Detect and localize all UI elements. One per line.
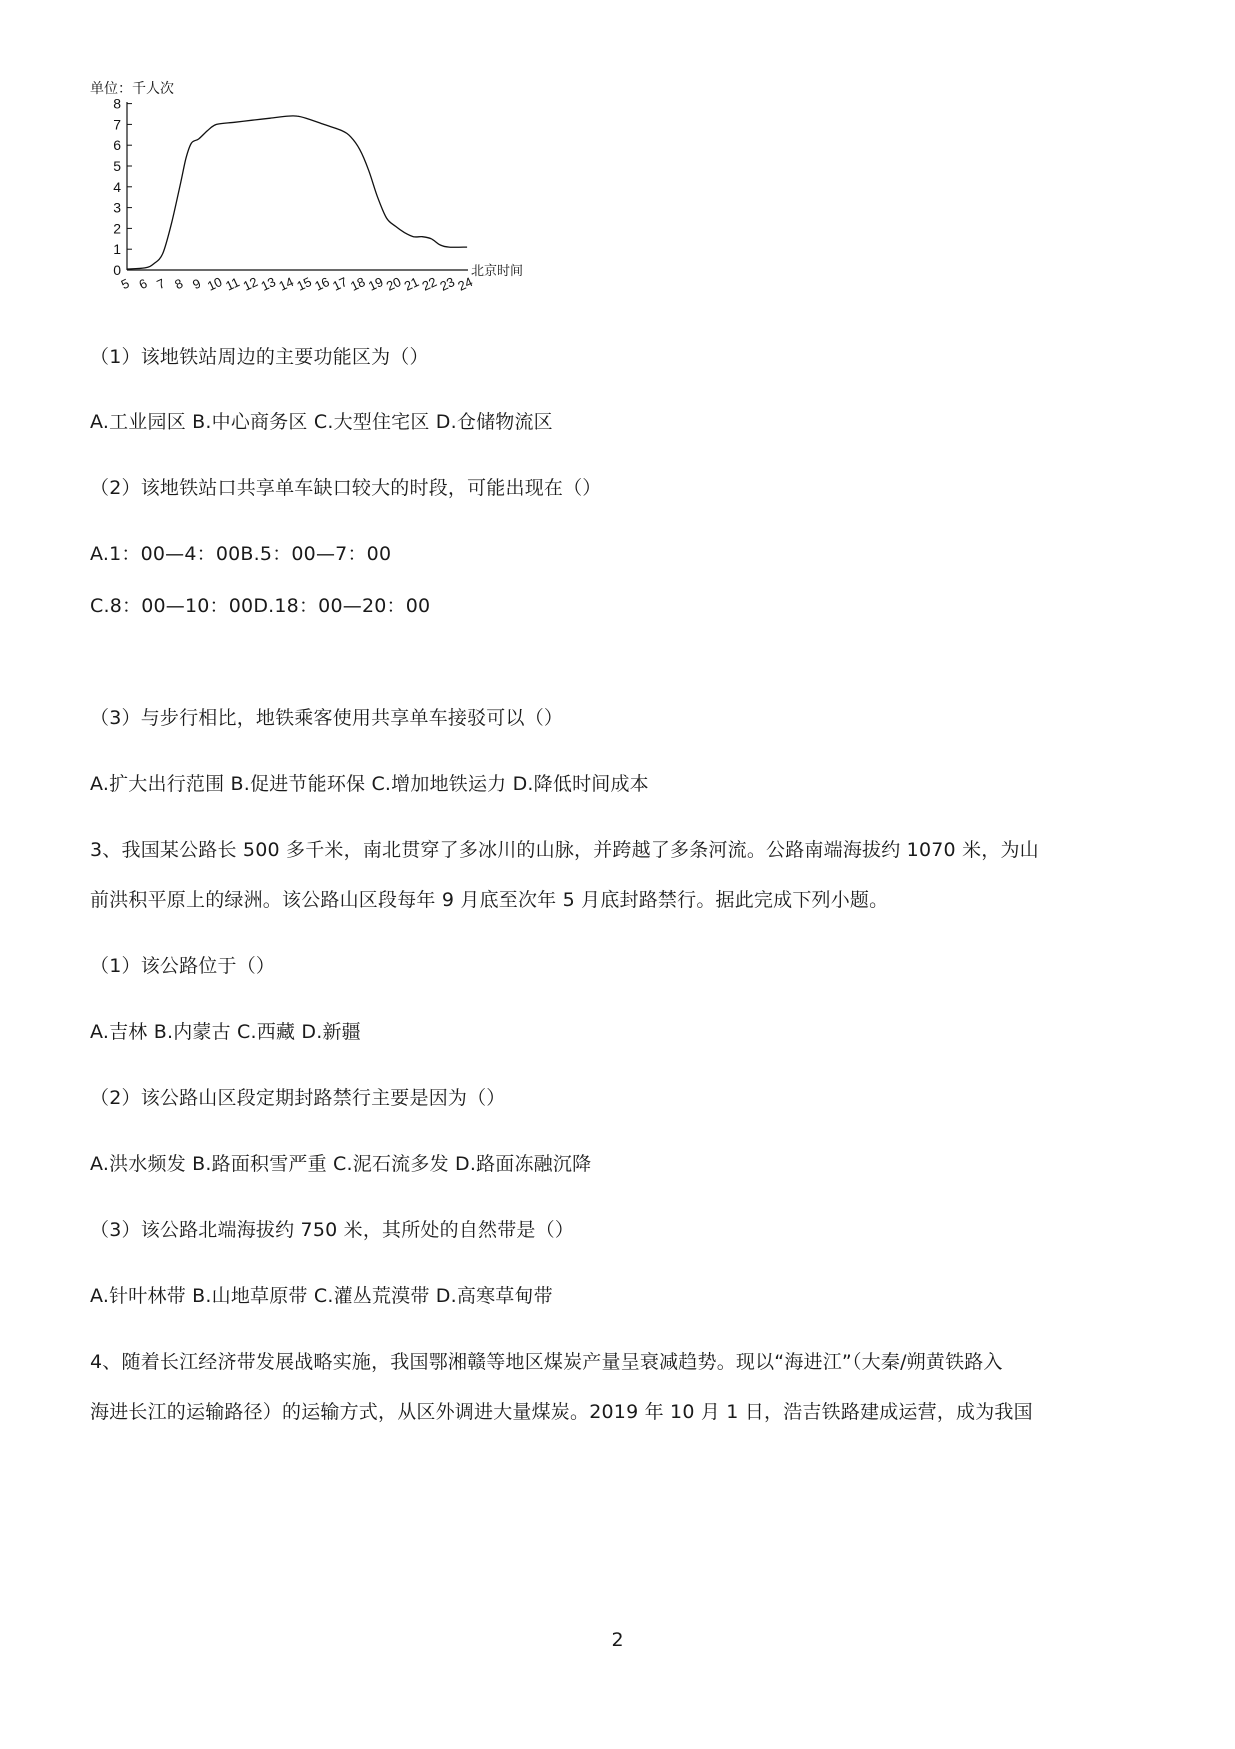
page-number: 2 xyxy=(611,1629,624,1651)
x-tick-label: 12 xyxy=(240,274,261,294)
x-tick-label: 23 xyxy=(437,274,458,294)
x-tick-label: 13 xyxy=(258,274,279,294)
chart-unit-label: 单位：千人次 xyxy=(90,80,174,96)
passenger-flow-chart xyxy=(90,80,610,320)
text-line: A.针叶林带 B.山地草原带 C.灌丛荒漠带 D.高寒草甸带 xyxy=(90,1285,553,1307)
text-line: A.工业园区 B.中心商务区 C.大型住宅区 D.仓储物流区 xyxy=(90,411,553,433)
flow-series-line xyxy=(127,116,467,269)
x-tick-label: 10 xyxy=(204,274,225,294)
y-tick-label: 7 xyxy=(113,116,121,133)
y-tick-label: 0 xyxy=(113,262,121,278)
x-tick-label: 8 xyxy=(172,275,186,293)
text-line: A.扩大出行范围 B.促进节能环保 C.增加地铁运力 D.降低时间成本 xyxy=(90,773,649,795)
text-line: 4、随着长江经济带发展战略实施，我国鄂湘赣等地区煤炭产量呈衰减趋势。现以“海进江”（大秦/朔黄铁路入 xyxy=(90,1351,1003,1373)
text-line: A.1：00—4：00B.5：00—7：00 xyxy=(90,543,392,565)
text-line: A.洪水频发 B.路面积雪严重 C.泥石流多发 D.路面冻融沉降 xyxy=(90,1153,592,1175)
x-tick-label: 15 xyxy=(294,274,314,294)
x-tick-label: 19 xyxy=(365,274,386,294)
y-tick-label: 5 xyxy=(113,158,121,174)
x-tick-label: 18 xyxy=(348,274,368,294)
x-tick-label: 14 xyxy=(276,274,296,294)
x-ticks xyxy=(119,274,475,294)
text-line: 海进长江的运输路径）的运输方式，从区外调进大量煤炭。2019 年 10 月 1 日，浩吉铁路建成运营，成为我国 xyxy=(90,1401,1033,1423)
x-tick-label: 11 xyxy=(223,274,242,294)
x-tick-label: 9 xyxy=(190,275,204,293)
y-tick-label: 4 xyxy=(113,178,121,195)
y-tick-label: 8 xyxy=(113,95,121,112)
x-tick-label: 17 xyxy=(330,274,350,294)
text-line: （3）该公路北端海拔约 750 米，其所处的自然带是（） xyxy=(90,1219,575,1241)
x-tick-label: 6 xyxy=(136,275,150,293)
text-line: 3、我国某公路长 500 多千米，南北贯穿了多冰川的山脉，并跨越了多条河流。公路南端海拔约 1070 米，为山 xyxy=(90,839,1039,861)
text-line: A.吉林 B.内蒙古 C.西藏 D.新疆 xyxy=(90,1021,361,1043)
text-line: （2）该地铁站口共享单车缺口较大的时段，可能出现在（） xyxy=(90,477,602,499)
y-tick-label: 2 xyxy=(113,220,121,237)
text-line: （1）该公路位于（） xyxy=(90,955,276,977)
y-tick-label: 1 xyxy=(113,241,121,258)
x-axis-label: 北京时间 xyxy=(471,263,524,278)
x-tick-label: 7 xyxy=(154,275,168,293)
text-line: （3）与步行相比，地铁乘客使用共享单车接驳可以（） xyxy=(90,707,564,729)
y-tick-label: 6 xyxy=(113,137,121,154)
x-tick-label: 21 xyxy=(401,274,422,294)
y-tick-label: 3 xyxy=(113,199,121,216)
x-tick-label: 5 xyxy=(118,275,132,293)
x-tick-label: 22 xyxy=(419,274,440,294)
x-tick-label: 24 xyxy=(455,274,475,294)
text-line: （1）该地铁站周边的主要功能区为（） xyxy=(90,346,429,368)
x-tick-label: 16 xyxy=(312,274,332,294)
text-line: （2）该公路山区段定期封路禁行主要是因为（） xyxy=(90,1087,506,1109)
y-ticks xyxy=(113,96,132,278)
text-line: C.8：00—10：00D.18：00—20：00 xyxy=(90,595,431,617)
text-line: 前洪积平原上的绿洲。该公路山区段每年 9 月底至次年 5 月底封路禁行。据此完成下列小题。 xyxy=(90,889,889,911)
x-tick-label: 20 xyxy=(383,274,404,294)
